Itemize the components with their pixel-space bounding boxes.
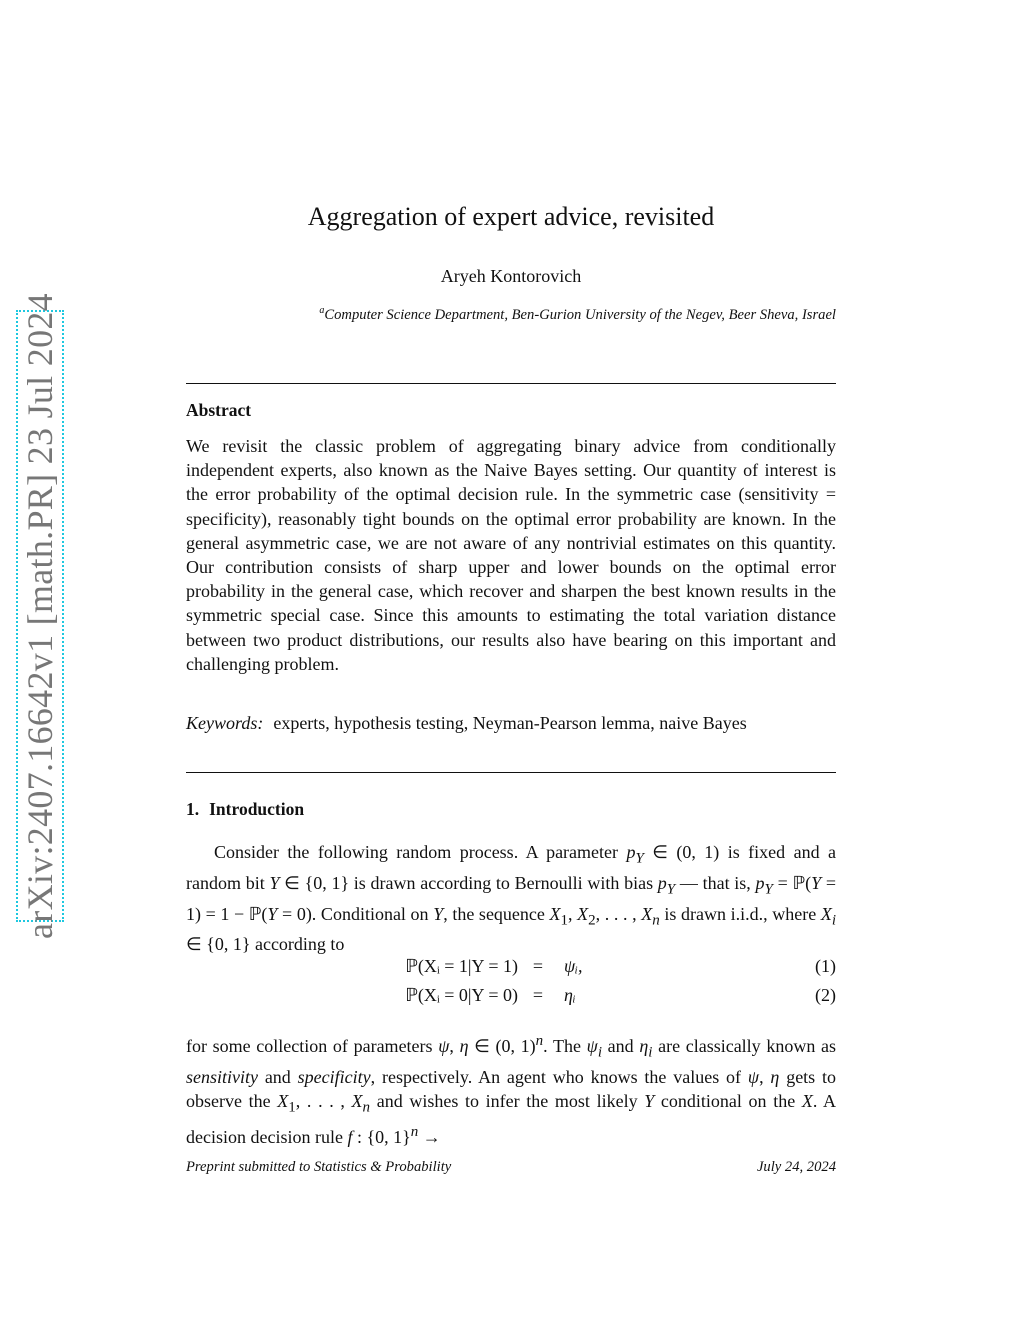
section-title: Introduction bbox=[209, 799, 305, 819]
equation-rhs: ψᵢ, bbox=[564, 956, 583, 976]
abstract-bottom-rule bbox=[186, 772, 836, 773]
affiliation-text: Computer Science Department, Ben-Gurion University of the Negev, Beer Sheva, Israel bbox=[324, 306, 836, 323]
arxiv-id: arXiv:2407.16642v1 [math.PR] 23 Jul 2024 bbox=[20, 293, 60, 939]
affiliation-mark: a bbox=[319, 305, 325, 316]
intro-paragraph-1: Consider the following random process. A parameter $p_Y$ ∈ (0, 1) is fixed and a random bit Y ∈ {0, 1} is drawn according to Bernoulli with bias $p_Y$ — that is, $p_Y$ = ℙ(Y = 1) = 1 − ℙ(Y = 0). Conditional on Y, the sequence $X_1$, $X_2$, . . . , $X_n$ is drawn i.i.d., where $X_i$ ∈ {0, 1} according to bbox=[186, 842, 837, 955]
arxiv-stamp bbox=[16, 293, 64, 939]
footer-date: July 24, 2024 bbox=[756, 1159, 836, 1175]
intro-paragraph-2: for some collection of parameters ψ, η ∈ (0, 1)$^n$. The $\psi_i$ and $\eta_i$ are classically known as sensitivity and specificity, respectively. An agent who knows the values of ψ, η gets to observe the $X_1$, . . . , $X_n$ and wishes to infer the most likely Y conditional on the X. A decision decision rule f : {0, 1}$^n$ → bbox=[186, 1033, 837, 1147]
affiliation bbox=[186, 305, 836, 324]
equation-1 bbox=[186, 956, 836, 982]
equation-2 bbox=[186, 985, 836, 1011]
paper-title: Aggregation of expert advice, revisited bbox=[307, 202, 715, 231]
section-heading bbox=[186, 799, 304, 820]
keywords-label: Keywords: bbox=[186, 713, 264, 733]
section-number: 1. bbox=[186, 799, 200, 819]
abstract-body: We revisit the classic problem of aggregating binary advice from conditionally independent experts, also known as the Naive Bayes setting. Our quantity of interest is the error probability of the optimal decision rule. In the symmetric case (sensitivity = specificity), reasonably tight bounds on the optimal error probability are known. In the general asymmetric case, we are not aware of any nontrivial estimates on this quantity. Our contribution consists of sharp upper and lower bounds on the optimal error probability in the general case, which recover and sharpen the best known results in the symmetric special case. Since this amounts to estimating the total variation distance between two product distributions, our results also have bearing on this important and challenging problem. bbox=[186, 436, 836, 674]
keywords bbox=[186, 711, 836, 735]
paper-author: Aryeh Kontorovich bbox=[440, 266, 582, 286]
keywords-text: experts, hypothesis testing, Neyman-Pearson lemma, naive Bayes bbox=[273, 713, 747, 733]
abstract-heading: Abstract bbox=[186, 400, 252, 420]
equation-rhs: ηᵢ bbox=[564, 985, 576, 1005]
equation-relation: = bbox=[532, 985, 544, 1005]
equation-relation: = bbox=[532, 956, 544, 976]
equation-lhs: ℙ(Xᵢ = 0|Y = 0) bbox=[405, 985, 518, 1005]
equation-tag: (1) bbox=[815, 956, 836, 976]
equation-tag: (2) bbox=[815, 985, 836, 1005]
equation-lhs: ℙ(Xᵢ = 1|Y = 1) bbox=[405, 956, 518, 976]
footer-preprint-note: Preprint submitted to Statistics & Probability bbox=[186, 1159, 452, 1175]
abstract-top-rule bbox=[186, 383, 836, 384]
